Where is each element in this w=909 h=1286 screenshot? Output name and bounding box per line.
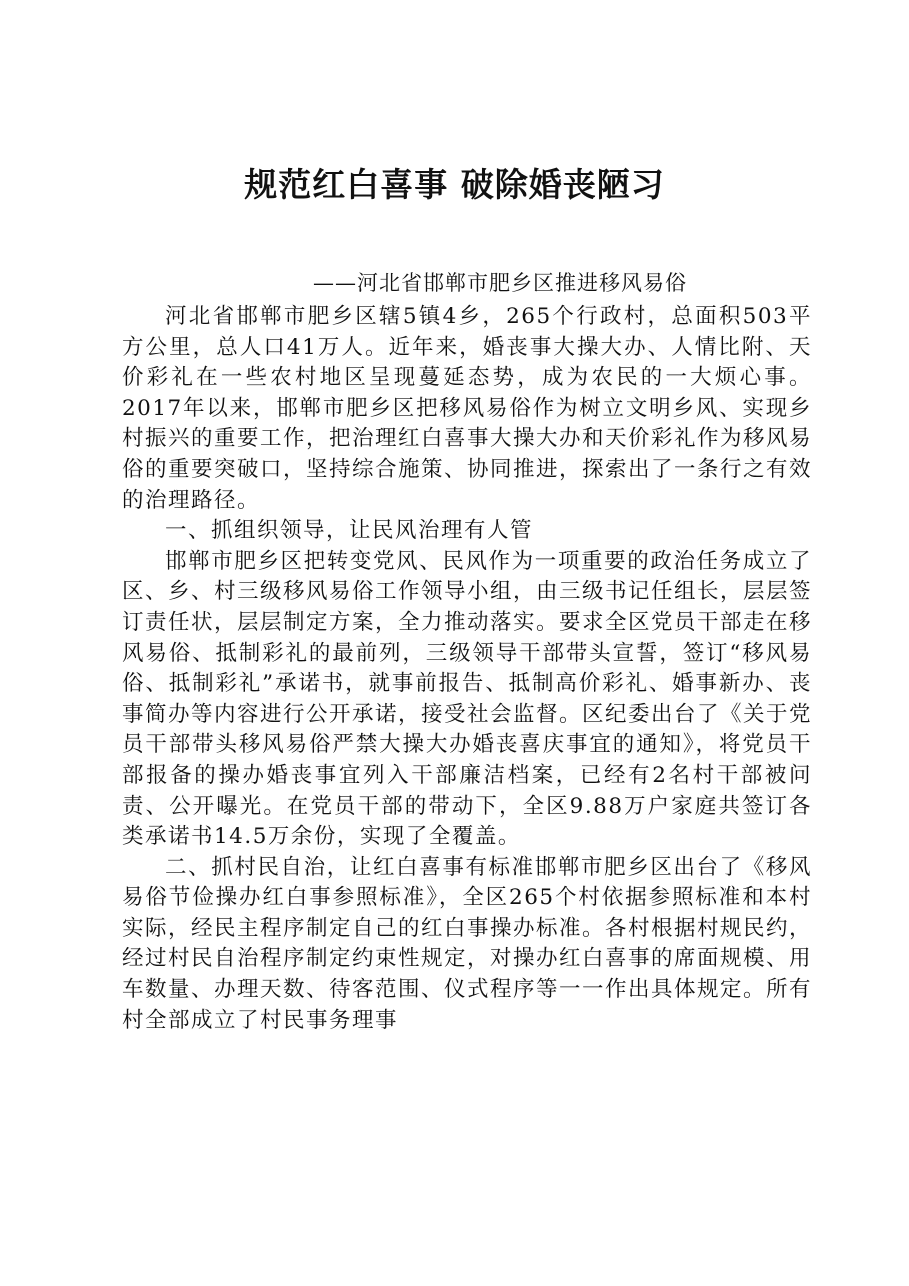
section-heading-1: 一、抓组织领导，让民风治理有人管 <box>165 518 534 544</box>
paragraph-section-2: 二、抓村民自治，让红白喜事有标准邯郸市肥乡区出台了《移风易俗节俭操办红白事参照标准》，全区265个村依据参照标准和本村实际，经民主程序制定自己的红白事操办标准。各村根据村规民约，经过村民自治程序制定约束性规定，对操办红白喜事的席面规模、用车数量、办理天数、待客范围、仪式程序等一一作出具体规定。所有村全部成立了村民事务理事 <box>122 854 813 1033</box>
document-body <box>122 302 812 1036</box>
paragraph-section-1: 邯郸市肥乡区把转变党风、民风作为一项重要的政治任务成立了区、乡、村三级移风易俗工作领导小组，由三级书记任组长，层层签订责任状，层层制定方案，全力推动落实。要求全区党员干部走在移风易俗、抵制彩礼的最前列，三级领导干部带头宣誓，签订“移风易俗、抵制彩礼”承诺书，就事前报告、抵制高价彩礼、婚事新办、丧事简办等内容进行公开承诺，接受社会监督。区纪委出台了《关于党员干部带头移风易俗严禁大操大办婚丧喜庆事宜的通知》，将党员干部报备的操办婚丧事宜列入干部廉洁档案，已经有2名村干部被问责、公开曝光。在党员干部的带动下，全区9.88万户家庭共签订各类承诺书14.5万余份，实现了全覆盖。 <box>122 548 813 850</box>
document-subtitle: ——河北省邯郸市肥乡区推进移风易俗 <box>313 271 687 295</box>
document-title: 规范红白喜事 破除婚丧陋习 <box>244 165 665 204</box>
paragraph-intro: 河北省邯郸市肥乡区辖5镇4乡，265个行政村，总面积503平方公里，总人口41万人。近年来，婚丧事大操大办、人情比附、天价彩礼在一些农村地区呈现蔓延态势，成为农民的一大烦心事。2017年以来，邯郸市肥乡区把移风易俗作为树立文明乡风、实现乡村振兴的重要工作，把治理红白喜事大操大办和天价彩礼作为移风易俗的重要突破口，坚持综合施策、协同推进，探索出了一条行之有效的治理路径。 <box>122 304 813 513</box>
